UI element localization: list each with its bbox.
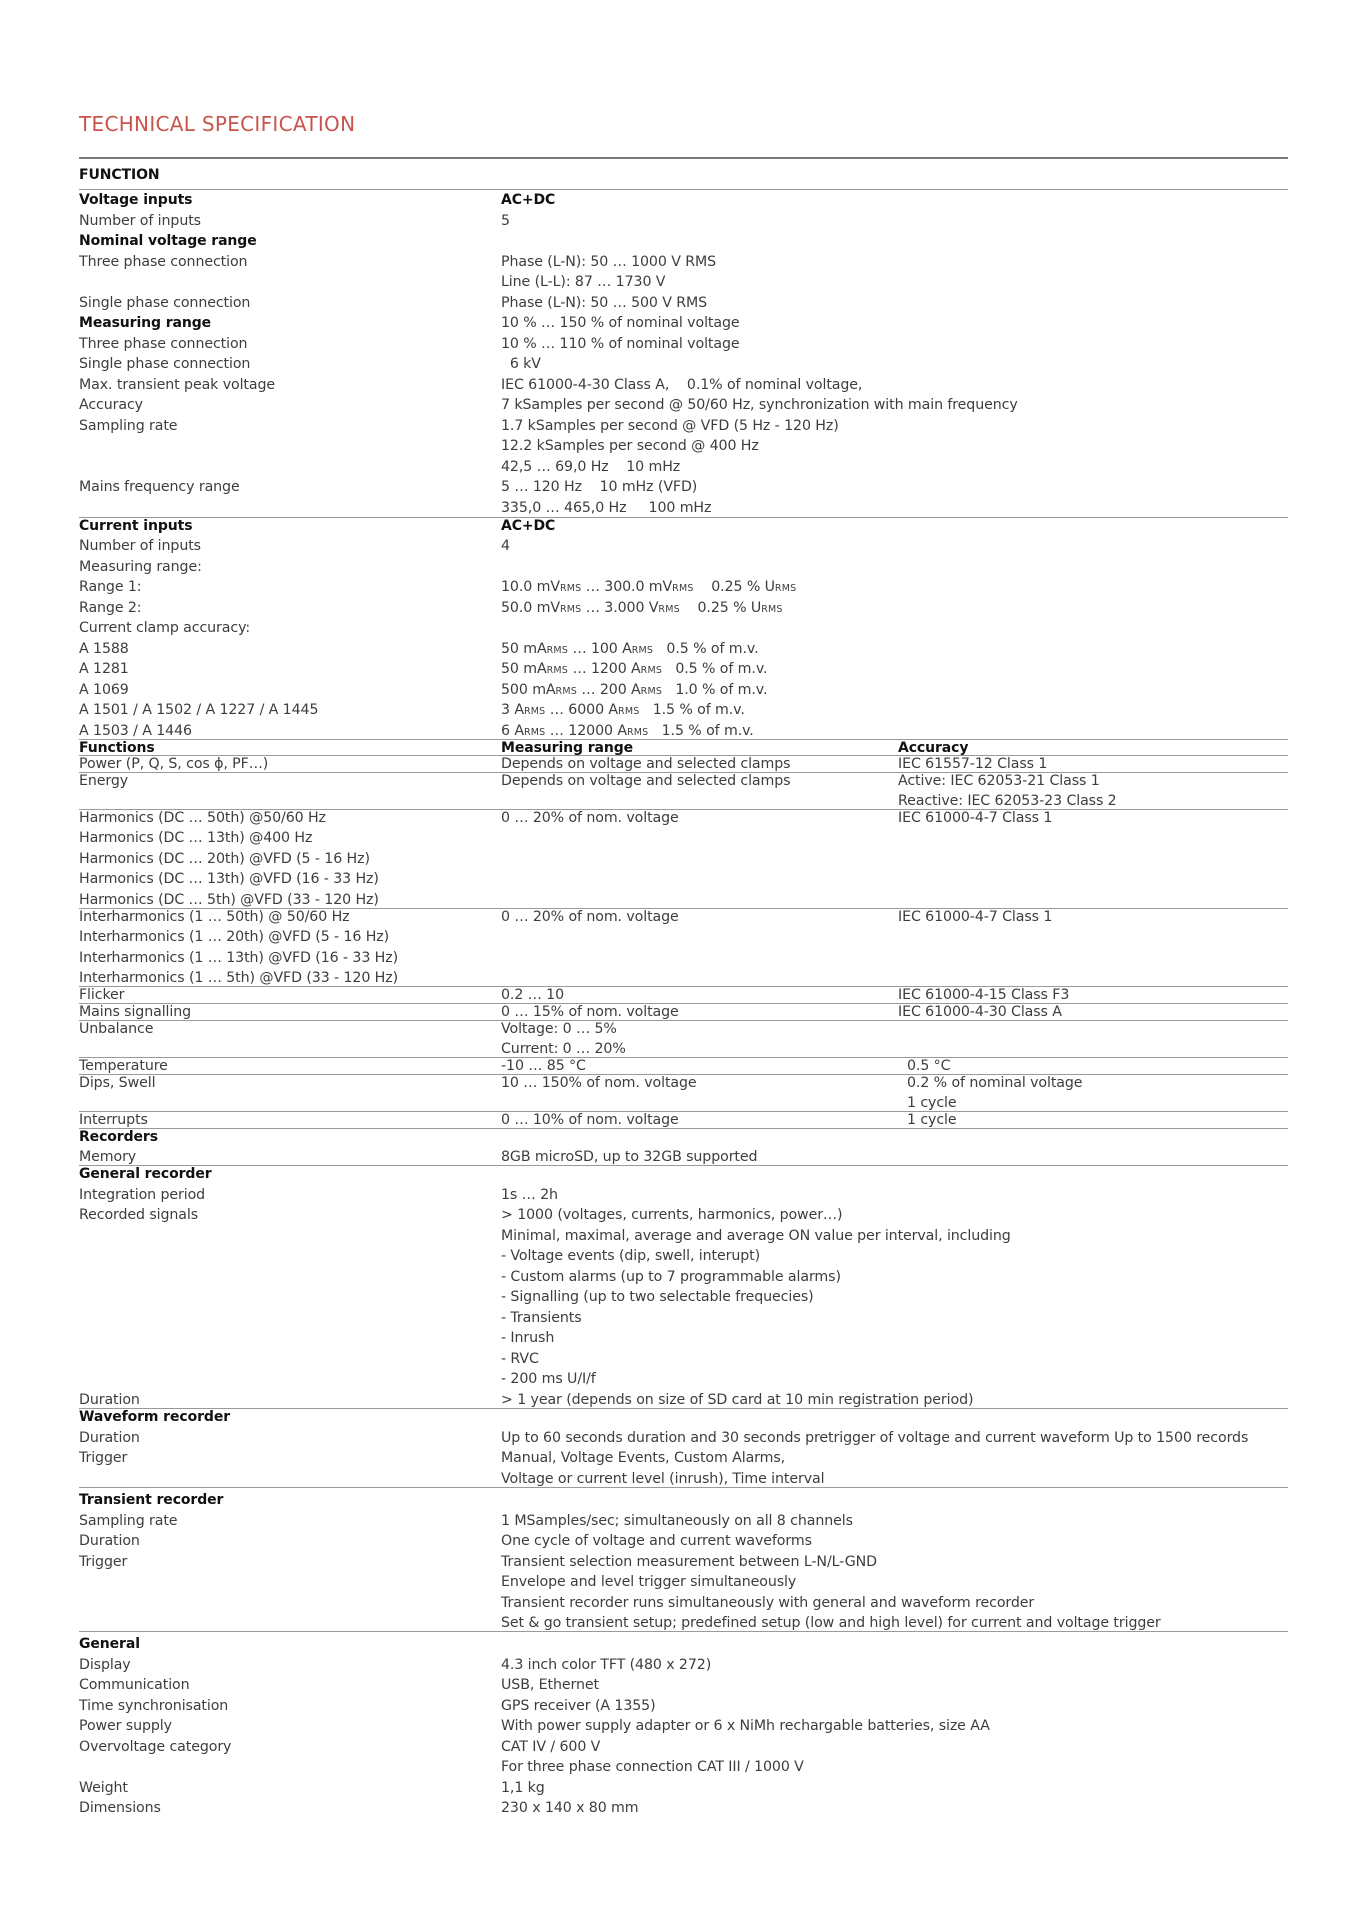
spec-value: 4.3 inch color TFT (480 x 272) — [501, 1657, 712, 1673]
spec-label: Three phase connection — [79, 254, 248, 270]
divider — [79, 1111, 1288, 1112]
func-range: 0 … 15% of nom. voltage — [501, 1004, 679, 1020]
spec-label: Range 1: — [79, 579, 142, 595]
spec-value: With power supply adapter or 6 x NiMh rechargable batteries, size AA — [501, 1718, 990, 1734]
func-range: 0.2 … 10 — [501, 987, 565, 1003]
func-label: Harmonics (DC … 5th) @VFD (33 - 120 Hz) — [79, 892, 379, 908]
spec-label: Power supply — [79, 1718, 172, 1734]
spec-label: Duration — [79, 1392, 140, 1408]
func-label: Temperature — [79, 1058, 168, 1074]
func-range: 10 … 150% of nom. voltage — [501, 1075, 697, 1091]
spec-value: 1.7 kSamples per second @ VFD (5 Hz - 120 Hz) — [501, 418, 839, 434]
spec-value: 5 — [501, 213, 510, 229]
range-1-value: 10.0 mVRMS … 300.0 mVRMS 0.25 % URMS — [501, 579, 797, 595]
spec-value: 4 — [501, 538, 510, 554]
func-label: Harmonics (DC … 20th) @VFD (5 - 16 Hz) — [79, 851, 370, 867]
spec-label: Trigger — [79, 1554, 128, 1570]
spec-value: 42,5 … 69,0 Hz 10 mHz — [501, 459, 681, 475]
current-type: AC+DC — [501, 518, 556, 534]
spec-label: Display — [79, 1657, 131, 1673]
spec-label: Accuracy — [79, 397, 143, 413]
func-label: Interharmonics (1 … 13th) @VFD (16 - 33 Hz) — [79, 950, 399, 966]
spec-label: A 1281 — [79, 661, 129, 677]
divider — [79, 517, 1288, 518]
range-2-value: 50.0 mVRMS … 3.000 VRMS 0.25 % URMS — [501, 600, 783, 616]
divider — [79, 986, 1288, 987]
divider — [79, 1631, 1288, 1632]
func-accuracy: Active: IEC 62053-21 Class 1 — [898, 773, 1100, 789]
func-range: Depends on voltage and selected clamps — [501, 773, 791, 789]
spec-label: Single phase connection — [79, 356, 251, 372]
spec-value: Voltage or current level (inrush), Time interval — [501, 1471, 825, 1487]
spec-value: 6 kV — [501, 356, 541, 372]
recorders-heading: Recorders — [79, 1129, 158, 1145]
divider — [79, 1408, 1288, 1409]
clamp-value: 6 ARMS … 12000 ARMS 1.5 % of m.v. — [501, 723, 754, 739]
spec-label: Communication — [79, 1677, 190, 1693]
spec-value: - 200 ms U/I/f — [501, 1371, 596, 1387]
divider — [79, 1487, 1288, 1488]
spec-label: Mains frequency range — [79, 479, 240, 495]
divider — [79, 1057, 1288, 1058]
divider — [79, 739, 1288, 740]
func-label: Interharmonics (1 … 20th) @VFD (5 - 16 Hz) — [79, 929, 390, 945]
spec-value: 1,1 kg — [501, 1780, 545, 1796]
voltage-heading: Voltage inputs — [79, 192, 193, 208]
spec-value: Phase (L-N): 50 … 1000 V RMS — [501, 254, 717, 270]
spec-value: GPS receiver (A 1355) — [501, 1698, 656, 1714]
func-label: Harmonics (DC … 13th) @VFD (16 - 33 Hz) — [79, 871, 379, 887]
spec-label: Duration — [79, 1533, 140, 1549]
func-label: Unbalance — [79, 1021, 154, 1037]
func-range: 0 … 20% of nom. voltage — [501, 810, 679, 826]
spec-label: Overvoltage category — [79, 1739, 232, 1755]
clamp-value: 3 ARMS … 6000 ARMS 1.5 % of m.v. — [501, 702, 745, 718]
divider — [79, 1128, 1288, 1129]
spec-label: Duration — [79, 1430, 140, 1446]
spec-label: Dimensions — [79, 1800, 161, 1816]
divider — [79, 1003, 1288, 1004]
spec-label: Integration period — [79, 1187, 206, 1203]
func-label: Harmonics (DC … 13th) @400 Hz — [79, 830, 313, 846]
voltage-type: AC+DC — [501, 192, 556, 208]
spec-value: - RVC — [501, 1351, 539, 1367]
func-accuracy: 0.2 % of nominal voltage — [907, 1075, 1083, 1091]
func-accuracy: 0.5 °C — [907, 1058, 951, 1074]
spec-value: 10 % … 150 % of nominal voltage — [501, 315, 740, 331]
spec-value: 8GB microSD, up to 32GB supported — [501, 1149, 758, 1165]
func-label: Interharmonics (1 … 50th) @ 50/60 Hz — [79, 909, 350, 925]
spec-label: Sampling rate — [79, 418, 178, 434]
waveform-recorder-heading: Waveform recorder — [79, 1409, 231, 1425]
func-accuracy: IEC 61557-12 Class 1 — [898, 756, 1048, 772]
current-heading: Current inputs — [79, 518, 193, 534]
spec-label: Sampling rate — [79, 1513, 178, 1529]
func-label: Dips, Swell — [79, 1075, 156, 1091]
spec-value: - Transients — [501, 1310, 582, 1326]
functions-header: Functions — [79, 740, 155, 756]
spec-value: USB, Ethernet — [501, 1677, 599, 1693]
func-range: Depends on voltage and selected clamps — [501, 756, 791, 772]
func-range: 0 … 10% of nom. voltage — [501, 1112, 679, 1128]
spec-value: 230 x 140 x 80 mm — [501, 1800, 639, 1816]
spec-label: Three phase connection — [79, 336, 248, 352]
func-label: Interharmonics (1 … 5th) @VFD (33 - 120 Hz) — [79, 970, 399, 986]
spec-value: 5 … 120 Hz 10 mHz (VFD) — [501, 479, 698, 495]
func-range: Current: 0 … 20% — [501, 1041, 626, 1057]
spec-value: For three phase connection CAT III / 1000 V — [501, 1759, 804, 1775]
divider — [79, 157, 1288, 159]
divider — [79, 1165, 1288, 1166]
spec-label: Range 2: — [79, 600, 142, 616]
spec-value: Line (L-L): 87 … 1730 V — [501, 274, 666, 290]
spec-value: Minimal, maximal, average and average ON value per interval, including — [501, 1228, 1011, 1244]
spec-value: - Inrush — [501, 1330, 555, 1346]
spec-value: Transient selection measurement between L-N/L-GND — [501, 1554, 877, 1570]
spec-value: 335,0 … 465,0 Hz 100 mHz — [501, 500, 712, 516]
func-range: Voltage: 0 … 5% — [501, 1021, 617, 1037]
func-label: Harmonics (DC … 50th) @50/60 Hz — [79, 810, 326, 826]
spec-label: Number of inputs — [79, 213, 201, 229]
spec-label: A 1501 / A 1502 / A 1227 / A 1445 — [79, 702, 319, 718]
func-accuracy: IEC 61000-4-7 Class 1 — [898, 909, 1053, 925]
spec-value: IEC 61000-4-30 Class A, 0.1% of nominal voltage, — [501, 377, 863, 393]
general-recorder-heading: General recorder — [79, 1166, 212, 1182]
func-range: 0 … 20% of nom. voltage — [501, 909, 679, 925]
func-accuracy: IEC 61000-4-30 Class A — [898, 1004, 1062, 1020]
spec-label: Max. transient peak voltage — [79, 377, 276, 393]
clamp-value: 500 mARMS … 200 ARMS 1.0 % of m.v. — [501, 682, 768, 698]
func-range: -10 … 85 °C — [501, 1058, 586, 1074]
spec-label: A 1588 — [79, 641, 129, 657]
spec-value: 7 kSamples per second @ 50/60 Hz, synchronization with main frequency — [501, 397, 1018, 413]
spec-value: 1s … 2h — [501, 1187, 558, 1203]
spec-value: 1 MSamples/sec; simultaneously on all 8 channels — [501, 1513, 853, 1529]
func-accuracy: Reactive: IEC 62053-23 Class 2 — [898, 793, 1117, 809]
spec-value: Manual, Voltage Events, Custom Alarms, — [501, 1450, 786, 1466]
spec-label: Weight — [79, 1780, 128, 1796]
spec-value: Set & go transient setup; predefined setup (low and high level) for current and voltage trigger — [501, 1615, 1161, 1631]
spec-label: Measuring range: — [79, 559, 202, 575]
spec-value: Up to 60 seconds duration and 30 seconds pretrigger of voltage and current waveform Up to 1500 records — [501, 1430, 1249, 1446]
func-accuracy: IEC 61000-4-7 Class 1 — [898, 810, 1053, 826]
spec-value: > 1000 (voltages, currents, harmonics, power…) — [501, 1207, 843, 1223]
func-accuracy: 1 cycle — [907, 1112, 957, 1128]
spec-value: Envelope and level trigger simultaneously — [501, 1574, 797, 1590]
spec-label: Recorded signals — [79, 1207, 199, 1223]
spec-label: Memory — [79, 1149, 137, 1165]
func-accuracy: 1 cycle — [907, 1095, 957, 1111]
spec-value: > 1 year (depends on size of SD card at 10 min registration period) — [501, 1392, 974, 1408]
spec-value: CAT IV / 600 V — [501, 1739, 601, 1755]
transient-recorder-heading: Transient recorder — [79, 1492, 224, 1508]
func-label: Energy — [79, 773, 129, 789]
divider — [79, 1020, 1288, 1021]
func-label: Interrupts — [79, 1112, 148, 1128]
clamp-value: 50 mARMS … 100 ARMS 0.5 % of m.v. — [501, 641, 759, 657]
spec-value: Transient recorder runs simultaneously with general and waveform recorder — [501, 1595, 1035, 1611]
spec-label: Number of inputs — [79, 538, 201, 554]
spec-value: 10 % … 110 % of nominal voltage — [501, 336, 740, 352]
spec-label: Single phase connection — [79, 295, 251, 311]
spec-value: - Signalling (up to two selectable frequecies) — [501, 1289, 814, 1305]
spec-label: A 1069 — [79, 682, 129, 698]
func-accuracy: IEC 61000-4-15 Class F3 — [898, 987, 1070, 1003]
measuring-range-header: Measuring range — [501, 740, 634, 756]
spec-label: Current clamp accuracy: — [79, 620, 251, 636]
page-title: TECHNICAL SPECIFICATION — [79, 112, 356, 136]
clamp-value: 50 mARMS … 1200 ARMS 0.5 % of m.v. — [501, 661, 768, 677]
spec-subheading: Nominal voltage range — [79, 233, 257, 249]
divider — [79, 189, 1288, 190]
spec-value: - Voltage events (dip, swell, interupt) — [501, 1248, 761, 1264]
spec-value: One cycle of voltage and current waveforms — [501, 1533, 812, 1549]
spec-subheading: Measuring range — [79, 315, 212, 331]
spec-label: A 1503 / A 1446 — [79, 723, 192, 739]
general-heading: General — [79, 1636, 140, 1652]
spec-label: Trigger — [79, 1450, 128, 1466]
func-label: Mains signalling — [79, 1004, 192, 1020]
spec-value: 12.2 kSamples per second @ 400 Hz — [501, 438, 759, 454]
function-header: FUNCTION — [79, 167, 160, 183]
spec-value: - Custom alarms (up to 7 programmable alarms) — [501, 1269, 841, 1285]
spec-value: Phase (L-N): 50 … 500 V RMS — [501, 295, 708, 311]
spec-label: Time synchronisation — [79, 1698, 229, 1714]
accuracy-header: Accuracy — [898, 740, 969, 756]
func-label: Power (P, Q, S, cos ϕ, PF…) — [79, 756, 269, 772]
func-label: Flicker — [79, 987, 125, 1003]
